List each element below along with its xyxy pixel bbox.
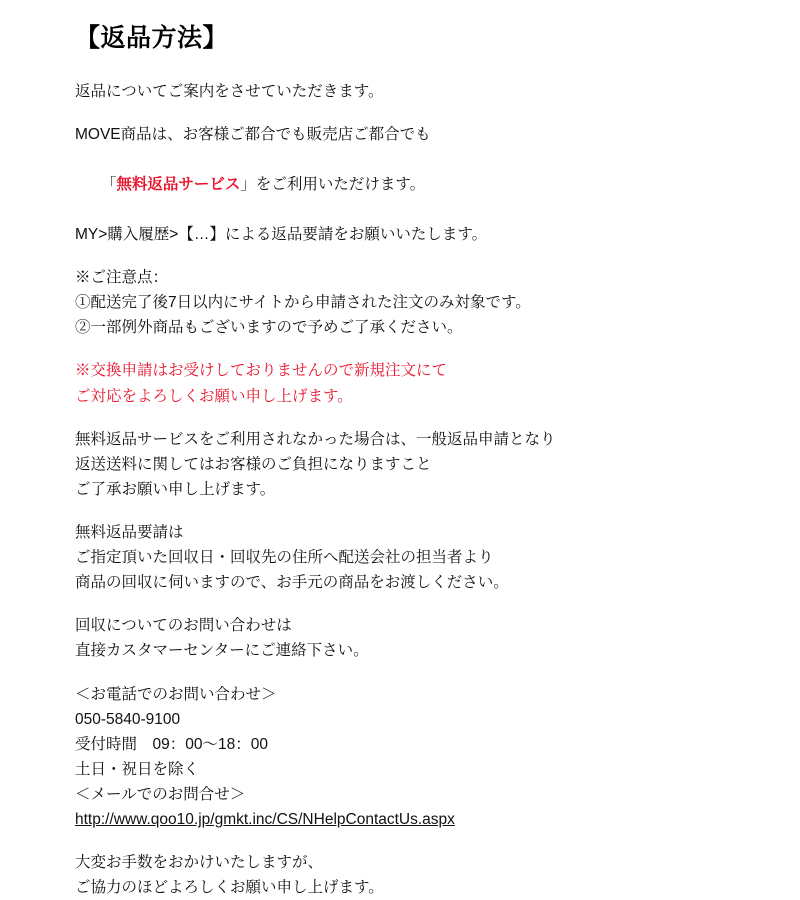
free-return-request-line-3: 商品の回収に伺いますので、お手元の商品をお渡しください。 xyxy=(75,574,509,592)
note-item-1: ①配送完了後7日以内にサイトから申請された注文のみ対象です。 xyxy=(75,294,531,312)
exchange-warning-line-1: ※交換申請はお受けしておりませんので新規注文にて xyxy=(75,362,448,380)
quote-open: 「 xyxy=(100,175,117,193)
pickup-inquiry-line-1: 回収についてのお問い合わせは xyxy=(75,617,292,635)
section-notes xyxy=(75,265,760,340)
section-pickup-inquiry xyxy=(75,613,760,663)
notes-heading: ※ご注意点： xyxy=(75,269,169,287)
section-no-free-return xyxy=(75,427,760,502)
section-move-product xyxy=(75,122,760,248)
quote-close-text: 」をご利用いただけます。 xyxy=(240,175,426,193)
phone-number: 050-5840-9100 xyxy=(75,710,181,728)
move-product-line-1: MOVE商品は、お客様ご都合でも販売店ご都合でも xyxy=(75,125,431,143)
section-closing xyxy=(75,850,760,900)
intro-line: 返品についてご案内をさせていただきます。 xyxy=(75,82,384,100)
email-contact-heading: ＜メールでのお問合せ＞ xyxy=(75,786,246,804)
free-return-request-line-2: ご指定頂いた回収日・回収先の住所へ配送会社の担当者より xyxy=(75,549,494,567)
pickup-inquiry-line-2: 直接カスタマーセンターにご連絡下さい。 xyxy=(75,642,369,660)
no-free-return-line-1: 無料返品サービスをご利用されなかった場合は、一般返品申請となり xyxy=(75,430,556,448)
phone-contact-heading: ＜お電話でのお問い合わせ＞ xyxy=(75,685,277,703)
my-purchase-history-line: MY>購入履歴>【…】による返品要請をお願いいたします。 xyxy=(75,226,488,244)
contact-us-link[interactable]: http://www.qoo10.jp/gmkt.inc/CS/NHelpContactUs.aspx xyxy=(75,811,455,829)
section-contact xyxy=(75,682,760,833)
holiday-note: 土日・祝日を除く xyxy=(75,760,200,778)
business-hours: 受付時間 09：00～18：00 xyxy=(75,735,268,753)
section-free-return-request xyxy=(75,520,760,595)
no-free-return-line-2: 返送送料に関してはお客様のご負担になりますこと xyxy=(75,455,432,473)
closing-line-1: 大変お手数をおかけいたしますが、 xyxy=(75,854,324,872)
page-title: 【返品方法】 xyxy=(75,24,229,52)
free-return-request-line-1: 無料返品要請は xyxy=(75,524,184,542)
free-return-service-line xyxy=(75,147,760,222)
section-exchange-warning xyxy=(75,358,760,408)
no-free-return-line-3: ご了承お願い申し上げます。 xyxy=(75,480,276,498)
exchange-warning-line-2: ご対応をよろしくお願い申し上げます。 xyxy=(75,387,353,405)
note-item-2: ②一部例外商品もございますので予めご了承ください。 xyxy=(75,319,463,337)
free-return-service-emphasis: 無料返品サービス xyxy=(116,175,241,193)
closing-line-2: ご協力のほどよろしくお願い申し上げます。 xyxy=(75,879,384,897)
section-intro xyxy=(75,79,760,104)
